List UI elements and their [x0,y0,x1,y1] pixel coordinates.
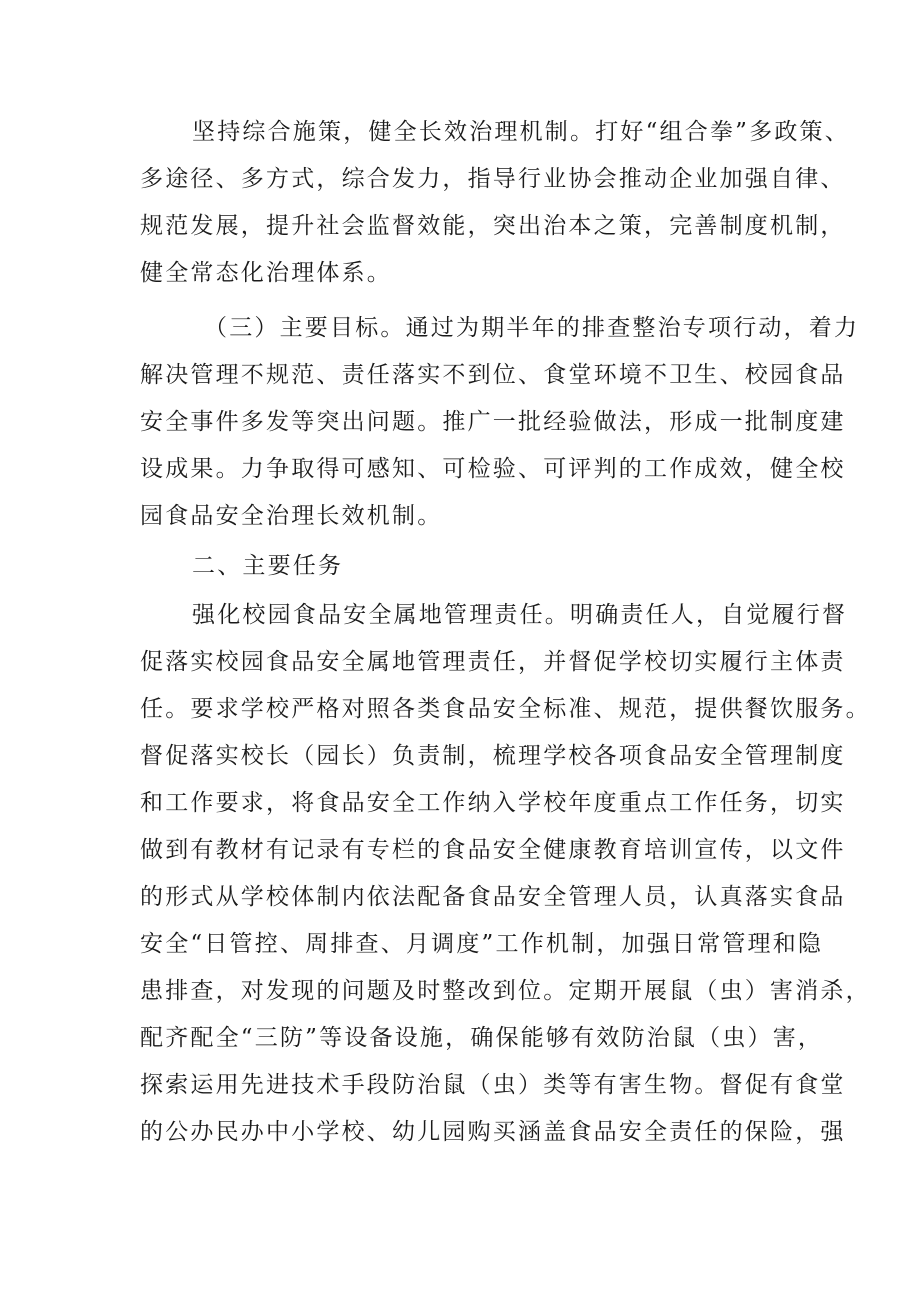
text-line: 规范发展，提升社会监督效能，突出治本之策，完善制度机制， [140,213,846,239]
text-line: 安全“日管控、周排查、月调度”工作机制，加强日常管理和隐 [140,931,824,957]
text-line: 强化校园食品安全属地管理责任。明确责任人，自觉履行督 [192,602,848,628]
section-heading-line: （三）主要目标。通过为期半年的排查整治专项行动，着力 [204,315,860,341]
section-title: 二、主要任务 [192,553,344,579]
text-line: 坚持综合施策，健全长效治理机制。打好“组合拳”多政策、 [192,119,850,145]
text-line: 园食品安全治理长效机制。 [140,503,443,529]
text-line: 患排查，对发现的问题及时整改到位。定期开展鼠（虫）害消杀， [140,978,871,1004]
text-line: 解决管理不规范、责任落实不到位、食堂环境不卫生、校园食品 [140,362,846,388]
text-line: 任。要求学校严格对照各类食品安全标准、规范，提供餐饮服务。 [140,696,871,722]
text-line: 和工作要求，将食品安全工作纳入学校年度重点工作任务，切实 [140,790,846,816]
text-line: 安全事件多发等突出问题。推广一批经验做法，形成一批制度建 [140,409,846,435]
text-line: 督促落实校长（园长）负责制，梳理学校各项食品安全管理制度 [140,743,846,769]
text-line: 设成果。力争取得可感知、可检验、可评判的工作成效，健全校 [140,456,846,482]
text-line: 的公办民办中小学校、幼儿园购买涵盖食品安全责任的保险，强 [140,1119,846,1145]
text-line: 多途径、多方式，综合发力，指导行业协会推动企业加强自律、 [140,166,846,192]
text-line: 探索运用先进技术手段防治鼠（虫）类等有害生物。督促有食堂 [140,1072,846,1098]
text-line: 做到有教材有记录有专栏的食品安全健康教育培训宣传，以文件 [140,837,846,863]
text-line: 健全常态化治理体系。 [140,260,392,286]
text-line: 的形式从学校体制内依法配备食品安全管理人员，认真落实食品 [140,884,846,910]
text-line: 配齐配全“三防”等设备设施，确保能够有效防治鼠（虫）害， [140,1025,824,1051]
text-line: 促落实校园食品安全属地管理责任，并督促学校切实履行主体责 [140,649,846,675]
